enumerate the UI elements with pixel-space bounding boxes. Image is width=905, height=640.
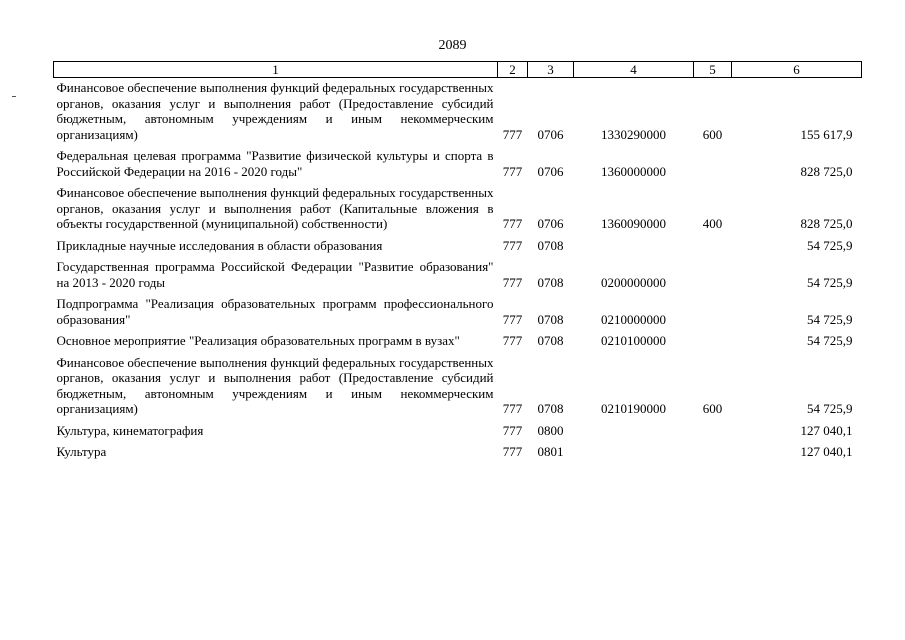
row-section-code: 0706 xyxy=(537,126,564,142)
header-row xyxy=(54,62,862,78)
row-description: Федеральная целевая программа "Развитие физической культуры и спорта в Российской Федерации на 2016 - 2020 годы" xyxy=(56,148,494,179)
row-amount: 127 040,1 xyxy=(800,422,853,438)
header-col-1: 1 xyxy=(54,62,498,78)
row-target-code: 0210000000 xyxy=(601,311,666,327)
row-ministry-code: 777 xyxy=(502,444,523,459)
row-section-code: 0708 xyxy=(537,274,564,290)
row-expense-type: 600 xyxy=(702,126,723,142)
row-expense-type: 400 xyxy=(702,216,723,231)
row-amount: 155 617,9 xyxy=(800,126,853,142)
row-section-code: 0708 xyxy=(537,311,564,327)
table-row xyxy=(54,355,862,423)
table-row xyxy=(54,259,862,296)
row-description: Основное мероприятие "Реализация образовательных программ в вузах" xyxy=(56,333,460,348)
row-ministry-code: 777 xyxy=(502,126,523,142)
row-target-code: 1360090000 xyxy=(601,216,666,231)
row-description: Культура, кинематография xyxy=(56,422,204,438)
row-target-code: 0200000000 xyxy=(601,274,666,290)
row-expense-type xyxy=(694,238,732,260)
header-col-3: 3 xyxy=(528,62,574,78)
table-body xyxy=(54,78,862,466)
table-row xyxy=(54,78,862,149)
row-expense-type xyxy=(694,423,732,445)
row-section-code: 0708 xyxy=(537,333,564,348)
table-row xyxy=(54,444,862,466)
row-target-code xyxy=(574,238,694,260)
row-expense-type xyxy=(694,296,732,333)
row-ministry-code: 777 xyxy=(502,216,523,231)
table-row xyxy=(54,333,862,355)
header-col-4: 4 xyxy=(574,62,694,78)
row-amount: 54 725,9 xyxy=(807,237,853,253)
row-description: Финансовое обеспечение выполнения функций федеральных государственных органов, оказания услуг и выполнения работ (Предоставление субсидий бюджетным, автономным учреждениям и иным некоммерческим организациям) xyxy=(56,80,494,142)
row-amount: 54 725,9 xyxy=(807,401,853,416)
row-section-code: 0800 xyxy=(537,422,564,438)
table-header xyxy=(54,62,862,78)
row-target-code xyxy=(574,444,694,466)
row-description: Финансовое обеспечение выполнения функций федеральных государственных органов, оказания услуг и выполнения работ (Капитальные вложения в объекты государственной (муниципальной) собственности) xyxy=(56,185,494,231)
row-target-code: 0210190000 xyxy=(601,401,666,416)
row-ministry-code: 777 xyxy=(502,237,523,253)
row-target-code: 0210100000 xyxy=(601,333,666,348)
row-ministry-code: 777 xyxy=(502,401,523,416)
row-expense-type xyxy=(694,259,732,296)
table-row xyxy=(54,296,862,333)
row-expense-type: 600 xyxy=(702,401,723,416)
row-amount: 828 725,0 xyxy=(800,216,853,231)
row-description: Государственная программа Российской Федерации "Развитие образования" на 2013 - 2020 годы xyxy=(56,259,494,290)
row-amount: 54 725,9 xyxy=(807,333,853,348)
row-amount: 828 725,0 xyxy=(800,163,853,179)
table-row xyxy=(54,148,862,185)
row-ministry-code: 777 xyxy=(502,274,523,290)
row-expense-type xyxy=(694,444,732,466)
header-col-6: 6 xyxy=(732,62,862,78)
row-section-code: 0706 xyxy=(537,216,564,231)
row-target-code xyxy=(574,423,694,445)
row-description: Прикладные научные исследования в области образования xyxy=(56,237,383,253)
margin-mark xyxy=(12,96,16,97)
row-description: Подпрограмма "Реализация образовательных программ профессионального образования" xyxy=(56,296,494,327)
row-target-code: 1360000000 xyxy=(601,163,666,179)
header-col-2: 2 xyxy=(498,62,528,78)
row-section-code: 0706 xyxy=(537,163,564,179)
row-ministry-code: 777 xyxy=(502,311,523,327)
page-number: 2089 xyxy=(438,38,467,53)
table-row xyxy=(54,238,862,260)
row-section-code: 0801 xyxy=(537,444,564,459)
row-description: Финансовое обеспечение выполнения функций федеральных государственных органов, оказания услуг и выполнения работ (Предоставление субсидий бюджетным, автономным учреждениям и иным некоммерческим организациям) xyxy=(56,354,494,416)
row-amount: 127 040,1 xyxy=(800,444,853,459)
header-col-5: 5 xyxy=(694,62,732,78)
row-amount: 54 725,9 xyxy=(807,311,853,327)
table-row xyxy=(54,423,862,445)
row-ministry-code: 777 xyxy=(502,422,523,438)
row-section-code: 0708 xyxy=(537,237,564,253)
row-expense-type xyxy=(694,148,732,185)
row-ministry-code: 777 xyxy=(502,163,523,179)
row-amount: 54 725,9 xyxy=(807,274,853,290)
row-description: Культура xyxy=(56,444,107,459)
row-section-code: 0708 xyxy=(537,401,564,416)
table-row xyxy=(54,185,862,238)
budget-table xyxy=(53,61,862,466)
row-ministry-code: 777 xyxy=(502,333,523,348)
row-expense-type xyxy=(694,333,732,355)
row-target-code: 1330290000 xyxy=(601,126,666,142)
